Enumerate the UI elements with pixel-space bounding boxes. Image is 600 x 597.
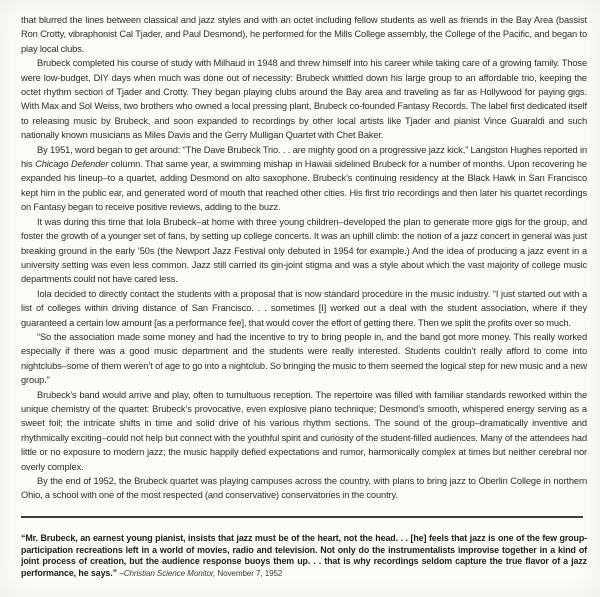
- paragraph: [21, 143, 587, 215]
- paragraph: [21, 56, 587, 142]
- paragraph-text: By the end of 1952, the Brubeck quartet was playing campuses across the country, with plans to bring jazz to Oberlin College in northern Ohio, a school with one of the most respected (and conservative) conservatories in the country.: [21, 476, 587, 501]
- paragraph-text: column. That same year, a swimming mishap in Hawaii sidelined Brubeck for a number of months. Upon recovering he expanded his lineup–to a quartet, adding Desmond on alto saxophone. Brubeck’s continuing residency at the Black Hawk in San Francisco kept him in the public ear, and generated word of mouth that reached other cities. His first trio recordings and then later his quartet recordings on Fantasy began to receive positive reviews, adding to the buzz.: [21, 159, 587, 213]
- attribution-source: –Christian Science Monitor,: [119, 568, 216, 578]
- attribution-date: November 7, 1952: [215, 568, 283, 578]
- paragraph-text: By 1951, word began to get around: “The Dave Brubeck Trio. . . are mighty good on a progressive jazz kick,” Langston Hughes reported in his: [21, 144, 587, 170]
- article-body: [21, 13, 587, 503]
- paragraph-text: that blurred the lines between classical and jazz styles and with an octet including fellow students as well as friends in the Bay Area (bassist Ron Crotty, vibraphonist Cal Tjader, and Paul Desmond), he performed for the Mills College assembly, the College of the Pacific, and began to play local clubs.: [21, 15, 587, 54]
- paragraph-text: Brubeck completed his course of study with Milhaud in 1948 and threw himself into his career while taking care of a growing family. Those were low-budget, DIY days when much was done out of necessity: Brubeck whittled down his large group to an affordable trio, keeping the octet rhythm section of Tjader and Crotty. They began playing clubs around the Bay area and traveling as far as Hollywood for paying gigs. With Max and Sol Weiss, two brothers who owned a local pressing plant, Brubeck co-founded Fantasy Records. The label first dedicated itself to releasing music by Brubeck, and soon expanded to recordings by other local artists like Tjader and pianist Vince Guaraldi and such nationally known musicians as Miles Davis and the Gerry Mulligan Quartet with Chet Baker.: [21, 58, 587, 141]
- paragraph: [21, 388, 587, 474]
- quote-attribution: [119, 569, 282, 578]
- pull-quote: [21, 533, 587, 580]
- italic-text: Chicago Defender: [35, 159, 109, 170]
- paragraph: [21, 13, 587, 56]
- paragraph: [21, 474, 587, 503]
- paragraph: [21, 330, 587, 388]
- paragraph-text: Brubeck’s band would arrive and play, often to tumultuous reception. The repertoire was filled with familiar standards reworked within the unique chemistry of the quartet: Brubeck’s provocative, even explosive piano technique; Desmond’s smooth, whispered energy serving as a sweet foil; the intricate shifts in time and solid drive of his various rhythm sections. The sound of the group–dramatically inventive and rhythmically exciting–could not help but connect with the youthful spirit and curiosity of the student-filled audiences. Many of the attendees had little or no exposure to modern jazz; the music happily defied expectations and rumor, harmonically complex at times but neither cerebral nor overly complex.: [21, 389, 587, 472]
- paragraph-text: “So the association made some money and had the incentive to try to bring people in, and the band got more money. This really worked especially if there was a good music department and the students were really interested. Students couldn’t really afford to come into nightclubs–some of them weren’t of age to go into a nightclub. So bringing the music to them seemed the logical step for new music and a new group.”: [21, 331, 587, 386]
- pull-quote-text: “Mr. Brubeck, an earnest young pianist, insists that jazz must be of the heart, not the head. . . [he] feels that jazz is one of the few group-participation recreations left in a world of movies, radio and television. Not only do the instrumentalists improvise together in a kind of joint process of creation, but the audience response buoys them up. . . that is why recordings seldom capture the true flavor of a jazz performance, he says.”: [21, 532, 587, 578]
- paragraph: [21, 287, 587, 330]
- paragraph: [21, 215, 587, 287]
- paragraph-text: It was during this time that Iola Brubeck–at home with three young children–developed the plan to generate more gigs for the group, and foster the growth of a younger set of fans, by setting up college concerts. It was an uphill climb: the notion of a jazz concert in general was just breaking ground in the early ’50s (the Newport Jazz Festival only debuted in 1954 for example.) And the idea of producing a jazz event in a university setting was even less common. Jazz still carried its gin-joint stigma and was a style about which the vast majority of college music departments could not have cared less.: [21, 216, 587, 285]
- horizontal-rule: [21, 516, 583, 518]
- paragraph-text: Iola decided to directly contact the students with a proposal that is now standard procedure in the music industry. “I just started out with a list of colleges within driving distance of San Francisco. . . sometimes [I] worked out a deal with the student association, where if they guaranteed a certain low amount [as a performance fee], that would cover the effort of getting there. Then we split the profits over so much.: [21, 288, 587, 328]
